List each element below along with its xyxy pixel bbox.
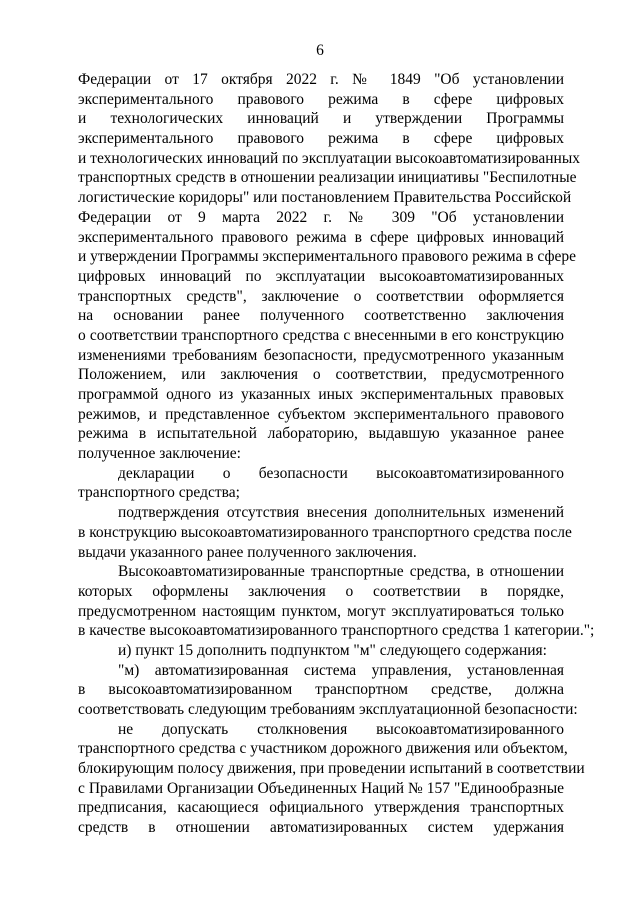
- text-line: в конструкцию высокоавтоматизированного транспортного средства после: [78, 523, 572, 541]
- text-line: с Правилами Организации Объединенных Наций № 157 "Единообразные: [78, 779, 564, 797]
- text-line: логистические коридоры" или постановлением Правительства Российской: [78, 189, 572, 207]
- text-line: транспортного средства с участником дорожного движения или объектом,: [78, 740, 568, 758]
- document-body: [78, 70, 595, 838]
- text-line: предусмотренном настоящим пунктом, могут эксплуатироваться только: [78, 602, 564, 620]
- text-line: в высокоавтоматизированном транспортном средстве, должна: [78, 681, 564, 699]
- text-line: о соответствии транспортного средства с внесенными в его конструкцию: [78, 326, 564, 344]
- text-line: Федерации от 17 октября 2022 г. № 1849 "Об установлении: [78, 71, 564, 88]
- text-line: цифровых инноваций по эксплуатации высокоавтоматизированных: [78, 267, 564, 285]
- text-line: и утверждении Программы экспериментального правового режима в сфере: [78, 248, 577, 266]
- text-line: средств в отношении автоматизированных систем удержания: [78, 819, 564, 837]
- text-line: Положением, или заключения о соответствии, предусмотренного: [78, 366, 564, 384]
- text-line: транспортных средств в отношении реализации инициативы "Беспилотные: [78, 169, 577, 187]
- text-line: и технологических инноваций по эксплуатации высокоавтоматизированных: [78, 149, 580, 167]
- text-line: Федерации от 9 марта 2022 г. № 309 "Об установлении: [78, 208, 564, 226]
- text-line: экспериментального правового режима в сфере цифровых: [78, 90, 564, 108]
- text-line: декларации о безопасности высокоавтоматизированного: [118, 464, 564, 482]
- text-line: выдачи указанного ранее полученного заключения.: [78, 543, 417, 561]
- text-line: Высокоавтоматизированные транспортные средства, в отношении: [118, 563, 564, 581]
- text-line: режимов, и представленное субъектом экспериментального правового: [78, 405, 564, 423]
- text-line: блокирующим полосу движения, при проведении испытаний в соответствии: [78, 760, 585, 778]
- text-line: программой одного из указанных иных экспериментальных правовых: [78, 386, 564, 403]
- text-line: соответствовать следующим требованиям эксплуатационной безопасности:: [78, 701, 578, 718]
- text-line: изменениями требованиям безопасности, предусмотренного указанным: [78, 346, 564, 364]
- text-line: подтверждения отсутствия внесения дополнительных изменений: [118, 504, 564, 522]
- text-line: и) пункт 15 дополнить подпунктом "м" следующего содержания:: [118, 641, 547, 659]
- text-line: транспортных средств", заключение о соответствии оформляется: [78, 287, 564, 305]
- text-line: не допускать столкновения высокоавтоматизированного: [118, 720, 564, 738]
- text-line: на основании ранее полученного соответственно заключения: [78, 307, 564, 325]
- page-number: 6: [316, 42, 324, 59]
- text-line: экспериментального правового режима в сфере цифровых: [78, 130, 564, 148]
- text-line: режима в испытательной лабораторию, выдавшую указанное ранее: [78, 425, 564, 443]
- text-line: экспериментального правового режима в сфере цифровых инноваций: [78, 228, 564, 246]
- text-line: предписания, касающиеся официального утверждения транспортных: [78, 799, 564, 817]
- text-line: которых оформлены заключения о соответствии в порядке,: [78, 582, 564, 600]
- text-line: полученное заключение:: [78, 445, 241, 463]
- text-line: и технологических инноваций и утверждении Программы: [78, 110, 564, 128]
- text-line: "м) автоматизированная система управления, установленная: [118, 661, 564, 679]
- text-line: транспортного средства;: [78, 484, 240, 502]
- text-line: в качестве высокоавтоматизированного транспортного средства 1 категории.";: [78, 622, 595, 640]
